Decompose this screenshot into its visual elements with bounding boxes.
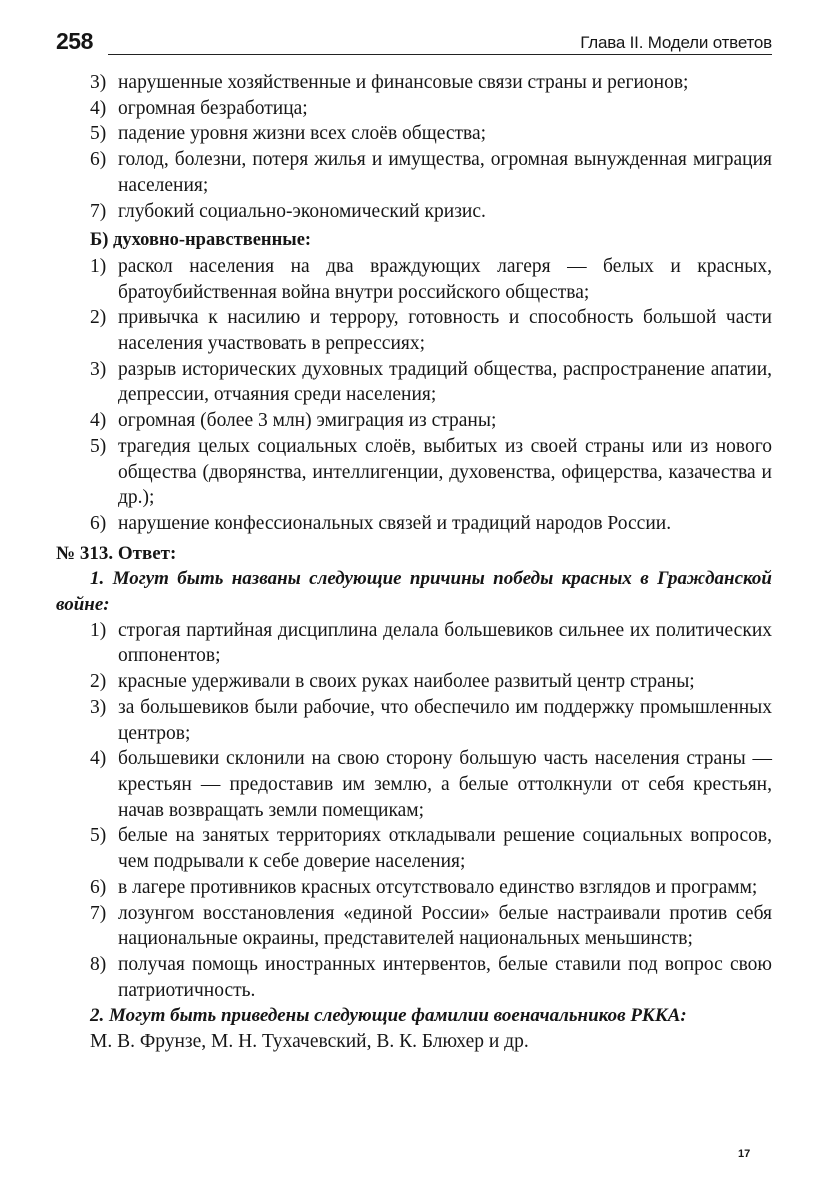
item-text: нарушение конфессиональных связей и традиций народов России. [118, 512, 672, 534]
item-text: лозунгом восстановления «единой России» белые настраивали против себя национальные окраины, представителей национальных меньшинств; [118, 902, 772, 950]
list-item [56, 823, 772, 874]
list-item [56, 70, 772, 96]
item-text: голод, болезни, потеря жилья и имущества, огромная вынужденная миграция населения; [118, 149, 772, 196]
list-item [56, 254, 772, 305]
item-number: 3) [90, 696, 107, 718]
economic-consequences-list [56, 70, 772, 224]
item-text: белые на занятых территориях откладывали решение социальных вопросов, чем подрывали к себе доверие населения; [118, 825, 772, 873]
item-number: 6) [90, 149, 107, 171]
item-text: раскол населения на два враждующих лагеря — белых и красных, братоубийственная война внутри российского общества; [118, 255, 772, 303]
spiritual-heading: Б) духовно-нравственные: [90, 230, 312, 251]
item-number: 7) [90, 200, 107, 222]
list-item [56, 511, 772, 537]
list-item [56, 357, 772, 408]
spiritual-consequences-list [56, 254, 772, 537]
item-text: красные удерживали в своих руках наиболее развитый центр страны; [118, 671, 695, 693]
item-text: получая помощь иностранных интервентов, белые ставили под вопрос свою патриотичность. [118, 953, 772, 1001]
item-text: огромная (более 3 млн) эмиграция из страны; [118, 410, 497, 432]
item-number: 5) [90, 825, 107, 847]
item-number: 4) [90, 748, 107, 770]
page-body [56, 70, 772, 1055]
item-number: 7) [90, 902, 107, 924]
reasons-list [56, 618, 772, 1004]
item-text: за большевиков были рабочие, что обеспечило им поддержку промышленных центров; [118, 696, 772, 744]
item-number: 5) [90, 123, 107, 145]
list-item [56, 305, 772, 356]
item-text: глубокий социально-экономический кризис. [118, 200, 486, 222]
item-number: 8) [90, 953, 107, 975]
reasons-heading: 1. Могут быть названы следующие причины победы красных в Гражданской войне: [56, 568, 772, 616]
list-item [56, 901, 772, 952]
item-text: большевики склонили на свою сторону большую часть населения страны — крестьян — предоставив им землю, а белые оттолкнули от себя крестьян, начав возвращать земли помещикам; [118, 748, 772, 821]
list-item [56, 96, 772, 122]
item-text: строгая партийная дисциплина делала большевиков сильнее их политических оппонентов; [118, 619, 772, 667]
footer-mark: 17 [738, 1148, 751, 1160]
item-text: огромная безработица; [118, 97, 308, 119]
item-text: в лагере противников красных отсутствовало единство взглядов и программ; [118, 876, 758, 898]
item-text: привычка к насилию и террору, готовность и способность большой части населения участвовать в репрессиях; [118, 307, 772, 355]
list-item [56, 875, 772, 901]
item-text: нарушенные хозяйственные и финансовые связи страны и регионов; [118, 72, 689, 93]
item-number: 3) [90, 72, 107, 93]
list-item [56, 434, 772, 511]
list-item [56, 695, 772, 746]
page-number: 258 [56, 28, 93, 54]
item-number: 6) [90, 876, 107, 898]
item-text: падение уровня жизни всех слоёв общества; [118, 123, 487, 145]
list-item [56, 746, 772, 823]
running-head: Глава II. Модели ответов [580, 33, 772, 52]
item-number: 6) [90, 512, 107, 534]
item-number: 4) [90, 97, 107, 119]
item-number: 1) [90, 619, 107, 641]
answer-heading: № 313. Ответ: [56, 542, 177, 564]
item-text: разрыв исторических духовных традиций общества, распространение апатии, депрессии, отчаяния среди населения; [118, 358, 772, 406]
list-item [56, 618, 772, 669]
list-item [56, 199, 772, 225]
commanders-text: М. В. Фрунзе, М. Н. Тухачевский, В. К. Блюхер и др. [90, 1031, 529, 1053]
list-item [56, 952, 772, 1003]
list-item [56, 408, 772, 434]
item-number: 5) [90, 435, 107, 457]
item-number: 4) [90, 410, 107, 432]
item-text: трагедия целых социальных слоёв, выбитых из своей страны или из нового общества (дворянства, интеллигенции, духовенства, офицерства, казачества и др.); [118, 435, 772, 509]
list-item [56, 147, 772, 198]
item-number: 2) [90, 307, 107, 329]
list-item [56, 669, 772, 695]
header-rule [108, 54, 772, 55]
item-number: 2) [90, 671, 107, 693]
list-item [56, 121, 772, 147]
item-number: 1) [90, 255, 107, 277]
item-number: 3) [90, 358, 107, 380]
commanders-heading: 2. Могут быть приведены следующие фамилии военачальников РККА: [90, 1005, 687, 1027]
page-header [56, 28, 772, 56]
